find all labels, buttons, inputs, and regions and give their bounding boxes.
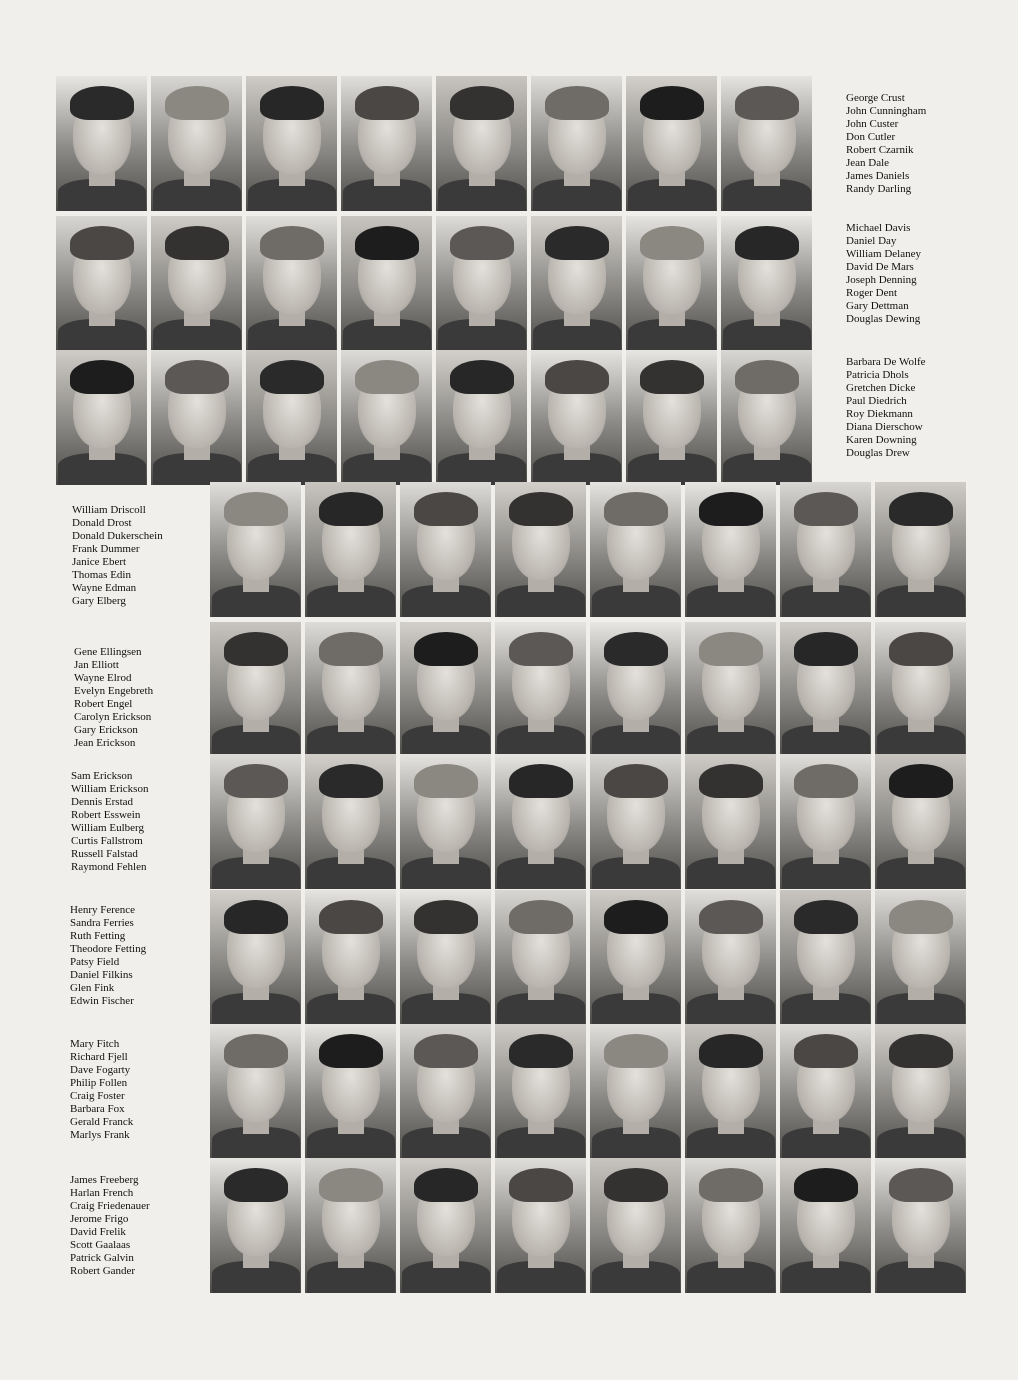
portrait-hair bbox=[260, 226, 324, 260]
portrait-hair bbox=[889, 492, 953, 526]
student-portrait bbox=[436, 76, 527, 211]
portrait-hair bbox=[224, 492, 288, 526]
student-portrait bbox=[305, 890, 396, 1025]
student-name: Theodore Fetting bbox=[70, 943, 147, 955]
student-portrait bbox=[685, 890, 776, 1025]
student-portrait bbox=[780, 482, 871, 617]
student-portrait bbox=[685, 622, 776, 757]
student-name: Gerald Franck bbox=[70, 1116, 134, 1128]
portrait-hair bbox=[165, 360, 229, 394]
portrait-hair bbox=[509, 1168, 573, 1202]
student-portrait bbox=[495, 1158, 586, 1293]
name-list bbox=[74, 646, 153, 750]
student-portrait bbox=[305, 482, 396, 617]
student-name: Craig Foster bbox=[70, 1090, 125, 1102]
portrait-hair bbox=[604, 764, 668, 798]
portrait-hair bbox=[735, 86, 799, 120]
student-name: Mary Fitch bbox=[70, 1038, 120, 1050]
portrait-hair bbox=[414, 632, 478, 666]
portrait-hair bbox=[319, 632, 383, 666]
student-name: Roy Diekmann bbox=[846, 408, 913, 420]
portrait-hair bbox=[450, 86, 514, 120]
student-portrait bbox=[780, 754, 871, 889]
name-list bbox=[72, 504, 163, 608]
name-list bbox=[846, 92, 926, 196]
student-portrait bbox=[436, 350, 527, 485]
portrait-hair bbox=[319, 1168, 383, 1202]
student-name: Gary Erickson bbox=[74, 724, 138, 736]
portrait-hair bbox=[640, 226, 704, 260]
portrait-row bbox=[0, 1024, 1018, 1164]
portrait-hair bbox=[165, 226, 229, 260]
student-portrait bbox=[495, 1024, 586, 1159]
student-portrait bbox=[875, 754, 966, 889]
student-portrait bbox=[210, 1024, 301, 1159]
student-name: Robert Engel bbox=[74, 698, 133, 710]
student-name: Gary Elberg bbox=[72, 595, 126, 607]
portrait-hair bbox=[509, 900, 573, 934]
student-name: Barbara De Wolfe bbox=[846, 356, 926, 368]
student-name: Patrick Galvin bbox=[70, 1252, 134, 1264]
student-portrait bbox=[341, 350, 432, 485]
student-name: Robert Gander bbox=[70, 1265, 136, 1277]
student-portrait bbox=[305, 622, 396, 757]
student-name: Douglas Dewing bbox=[846, 313, 921, 325]
student-name: Patsy Field bbox=[70, 956, 120, 968]
student-portrait bbox=[721, 76, 812, 211]
student-portrait bbox=[875, 482, 966, 617]
student-name: James Daniels bbox=[846, 170, 910, 182]
student-name: William Driscoll bbox=[72, 504, 146, 516]
student-name: Diana Dierschow bbox=[846, 421, 923, 433]
student-name: Carolyn Erickson bbox=[74, 711, 152, 723]
student-portrait bbox=[685, 1024, 776, 1159]
portrait-row bbox=[0, 754, 1018, 894]
portrait-hair bbox=[794, 764, 858, 798]
portrait-hair bbox=[224, 1168, 288, 1202]
portrait-hair bbox=[604, 1034, 668, 1068]
student-name: Daniel Day bbox=[846, 235, 897, 247]
student-name: Karen Downing bbox=[846, 434, 917, 446]
portrait-hair bbox=[70, 86, 134, 120]
portrait-hair bbox=[604, 1168, 668, 1202]
student-portrait bbox=[590, 482, 681, 617]
student-portrait bbox=[210, 1158, 301, 1293]
portrait-strip bbox=[210, 1158, 966, 1293]
student-name: Edwin Fischer bbox=[70, 995, 134, 1007]
portrait-hair bbox=[355, 86, 419, 120]
student-portrait bbox=[210, 622, 301, 757]
portrait-hair bbox=[794, 492, 858, 526]
portrait-hair bbox=[699, 900, 763, 934]
student-name: Robert Czarnik bbox=[846, 144, 914, 156]
student-name: Donald Dukerschein bbox=[72, 530, 163, 542]
student-portrait bbox=[400, 890, 491, 1025]
student-portrait bbox=[590, 754, 681, 889]
portrait-hair bbox=[699, 764, 763, 798]
portrait-row bbox=[0, 622, 1018, 762]
student-name: John Cunningham bbox=[846, 105, 927, 117]
portrait-hair bbox=[355, 360, 419, 394]
student-name: David De Mars bbox=[846, 261, 914, 273]
student-name: Raymond Fehlen bbox=[71, 861, 147, 873]
student-name: Jan Elliott bbox=[74, 659, 119, 671]
portrait-hair bbox=[414, 1034, 478, 1068]
name-list bbox=[71, 770, 148, 874]
name-list bbox=[846, 356, 926, 460]
student-portrait bbox=[341, 76, 432, 211]
student-name: Roger Dent bbox=[846, 287, 898, 299]
portrait-hair bbox=[260, 360, 324, 394]
student-portrait bbox=[400, 754, 491, 889]
student-name: Dennis Erstad bbox=[71, 796, 134, 808]
student-name: Scott Gaalaas bbox=[70, 1239, 131, 1251]
student-name: Dave Fogarty bbox=[70, 1064, 131, 1076]
student-portrait bbox=[590, 1024, 681, 1159]
student-portrait bbox=[721, 350, 812, 485]
student-name: Gary Dettman bbox=[846, 300, 909, 312]
student-name: Harlan French bbox=[70, 1187, 134, 1199]
portrait-hair bbox=[889, 1034, 953, 1068]
student-portrait bbox=[590, 1158, 681, 1293]
student-name: Don Cutler bbox=[846, 131, 896, 143]
portrait-hair bbox=[640, 86, 704, 120]
student-name: Ruth Fetting bbox=[70, 930, 126, 942]
portrait-hair bbox=[260, 86, 324, 120]
portrait-hair bbox=[699, 492, 763, 526]
name-list bbox=[70, 904, 146, 1008]
student-name: Janice Ebert bbox=[72, 556, 127, 568]
portrait-hair bbox=[889, 764, 953, 798]
portrait-hair bbox=[70, 226, 134, 260]
student-portrait bbox=[56, 76, 147, 211]
portrait-row bbox=[0, 350, 1018, 490]
portrait-hair bbox=[735, 360, 799, 394]
portrait-hair bbox=[70, 360, 134, 394]
student-name: Frank Dummer bbox=[72, 543, 140, 555]
student-name: Donald Drost bbox=[72, 517, 132, 529]
student-portrait bbox=[246, 216, 337, 351]
student-name: Marlys Frank bbox=[70, 1129, 130, 1141]
portrait-hair bbox=[794, 1034, 858, 1068]
student-portrait bbox=[210, 754, 301, 889]
portrait-row bbox=[0, 482, 1018, 622]
student-name: Richard Fjell bbox=[70, 1051, 128, 1063]
portrait-hair bbox=[889, 632, 953, 666]
student-name: Jerome Frigo bbox=[70, 1213, 129, 1225]
portrait-hair bbox=[509, 764, 573, 798]
portrait-hair bbox=[414, 764, 478, 798]
portrait-hair bbox=[545, 86, 609, 120]
portrait-row bbox=[0, 216, 1018, 356]
portrait-row bbox=[0, 1158, 1018, 1298]
portrait-hair bbox=[414, 492, 478, 526]
portrait-strip bbox=[210, 890, 966, 1025]
portrait-hair bbox=[224, 632, 288, 666]
student-portrait bbox=[305, 1024, 396, 1159]
portrait-hair bbox=[319, 1034, 383, 1068]
portrait-hair bbox=[794, 632, 858, 666]
name-list bbox=[846, 222, 921, 326]
portrait-hair bbox=[509, 632, 573, 666]
student-portrait bbox=[151, 350, 242, 485]
name-list bbox=[70, 1038, 133, 1142]
student-portrait bbox=[400, 1024, 491, 1159]
portrait-hair bbox=[794, 900, 858, 934]
student-portrait bbox=[246, 350, 337, 485]
student-name: Jean Dale bbox=[846, 157, 890, 169]
portrait-strip bbox=[210, 622, 966, 757]
portrait-hair bbox=[224, 1034, 288, 1068]
student-name: Barbara Fox bbox=[70, 1103, 125, 1115]
student-name: Paul Diedrich bbox=[846, 395, 907, 407]
student-name: Douglas Drew bbox=[846, 447, 910, 459]
student-portrait bbox=[590, 890, 681, 1025]
student-name: Wayne Edman bbox=[72, 582, 137, 594]
portrait-hair bbox=[889, 1168, 953, 1202]
student-name: Joseph Denning bbox=[846, 274, 917, 286]
student-portrait bbox=[151, 76, 242, 211]
portrait-hair bbox=[224, 764, 288, 798]
portrait-hair bbox=[319, 764, 383, 798]
portrait-hair bbox=[450, 226, 514, 260]
student-name: Evelyn Engebreth bbox=[74, 685, 154, 697]
portrait-hair bbox=[509, 492, 573, 526]
student-portrait bbox=[721, 216, 812, 351]
student-portrait bbox=[780, 1158, 871, 1293]
student-portrait bbox=[246, 76, 337, 211]
student-name: Henry Ference bbox=[70, 904, 136, 916]
student-portrait bbox=[780, 622, 871, 757]
student-name: James Freeberg bbox=[70, 1174, 139, 1186]
student-portrait bbox=[495, 754, 586, 889]
student-portrait bbox=[531, 350, 622, 485]
portrait-hair bbox=[699, 1168, 763, 1202]
portrait-hair bbox=[224, 900, 288, 934]
portrait-strip bbox=[210, 482, 966, 617]
student-name: William Delaney bbox=[846, 248, 922, 260]
student-name: Craig Friedenauer bbox=[70, 1200, 150, 1212]
portrait-hair bbox=[545, 360, 609, 394]
student-portrait bbox=[495, 890, 586, 1025]
portrait-hair bbox=[699, 1034, 763, 1068]
student-portrait bbox=[436, 216, 527, 351]
student-name: Gretchen Dicke bbox=[846, 382, 916, 394]
portrait-hair bbox=[165, 86, 229, 120]
student-name: Russell Falstad bbox=[71, 848, 138, 860]
portrait-strip bbox=[56, 350, 812, 485]
student-portrait bbox=[875, 1024, 966, 1159]
student-name: Sam Erickson bbox=[71, 770, 133, 782]
student-name: Jean Erickson bbox=[74, 737, 136, 749]
portrait-row bbox=[0, 76, 1018, 216]
student-portrait bbox=[626, 216, 717, 351]
portrait-hair bbox=[545, 226, 609, 260]
portrait-hair bbox=[604, 492, 668, 526]
student-portrait bbox=[875, 890, 966, 1025]
portrait-hair bbox=[699, 632, 763, 666]
student-name: Michael Davis bbox=[846, 222, 911, 234]
student-name: David Frelik bbox=[70, 1226, 126, 1238]
student-portrait bbox=[56, 216, 147, 351]
student-portrait bbox=[590, 622, 681, 757]
portrait-strip bbox=[210, 754, 966, 889]
student-portrait bbox=[531, 76, 622, 211]
portrait-hair bbox=[889, 900, 953, 934]
portrait-hair bbox=[509, 1034, 573, 1068]
student-portrait bbox=[305, 754, 396, 889]
student-name: Randy Darling bbox=[846, 183, 912, 195]
student-name: Daniel Filkins bbox=[70, 969, 133, 981]
student-name: Glen Fink bbox=[70, 982, 115, 994]
portrait-hair bbox=[414, 900, 478, 934]
portrait-hair bbox=[604, 900, 668, 934]
portrait-strip bbox=[56, 216, 812, 351]
student-name: Thomas Edin bbox=[72, 569, 131, 581]
portrait-hair bbox=[450, 360, 514, 394]
student-portrait bbox=[685, 482, 776, 617]
portrait-strip bbox=[56, 76, 812, 211]
student-portrait bbox=[626, 76, 717, 211]
student-name: Robert Esswein bbox=[71, 809, 141, 821]
portrait-hair bbox=[794, 1168, 858, 1202]
portrait-strip bbox=[210, 1024, 966, 1159]
portrait-hair bbox=[640, 360, 704, 394]
student-portrait bbox=[626, 350, 717, 485]
portrait-hair bbox=[414, 1168, 478, 1202]
student-portrait bbox=[495, 482, 586, 617]
student-portrait bbox=[210, 482, 301, 617]
student-name: Sandra Ferries bbox=[70, 917, 134, 929]
student-portrait bbox=[875, 622, 966, 757]
student-portrait bbox=[400, 482, 491, 617]
student-portrait bbox=[341, 216, 432, 351]
student-portrait bbox=[495, 622, 586, 757]
student-portrait bbox=[56, 350, 147, 485]
student-portrait bbox=[685, 1158, 776, 1293]
student-portrait bbox=[780, 1024, 871, 1159]
portrait-hair bbox=[319, 900, 383, 934]
name-list bbox=[70, 1174, 150, 1278]
portrait-hair bbox=[604, 632, 668, 666]
student-portrait bbox=[151, 216, 242, 351]
student-name: John Custer bbox=[846, 118, 899, 130]
student-portrait bbox=[305, 1158, 396, 1293]
student-name: William Erickson bbox=[71, 783, 149, 795]
student-portrait bbox=[400, 622, 491, 757]
student-name: William Eulberg bbox=[71, 822, 144, 834]
portrait-row bbox=[0, 890, 1018, 1030]
student-name: Curtis Fallstrom bbox=[71, 835, 143, 847]
student-name: George Crust bbox=[846, 92, 905, 104]
student-name: Philip Follen bbox=[70, 1077, 128, 1089]
student-name: Wayne Elrod bbox=[74, 672, 132, 684]
student-name: Gene Ellingsen bbox=[74, 646, 142, 658]
student-portrait bbox=[780, 890, 871, 1025]
portrait-hair bbox=[355, 226, 419, 260]
student-portrait bbox=[400, 1158, 491, 1293]
student-portrait bbox=[210, 890, 301, 1025]
student-portrait bbox=[685, 754, 776, 889]
student-portrait bbox=[875, 1158, 966, 1293]
portrait-hair bbox=[735, 226, 799, 260]
student-portrait bbox=[531, 216, 622, 351]
portrait-hair bbox=[319, 492, 383, 526]
student-name: Patricia Dhols bbox=[846, 369, 909, 381]
